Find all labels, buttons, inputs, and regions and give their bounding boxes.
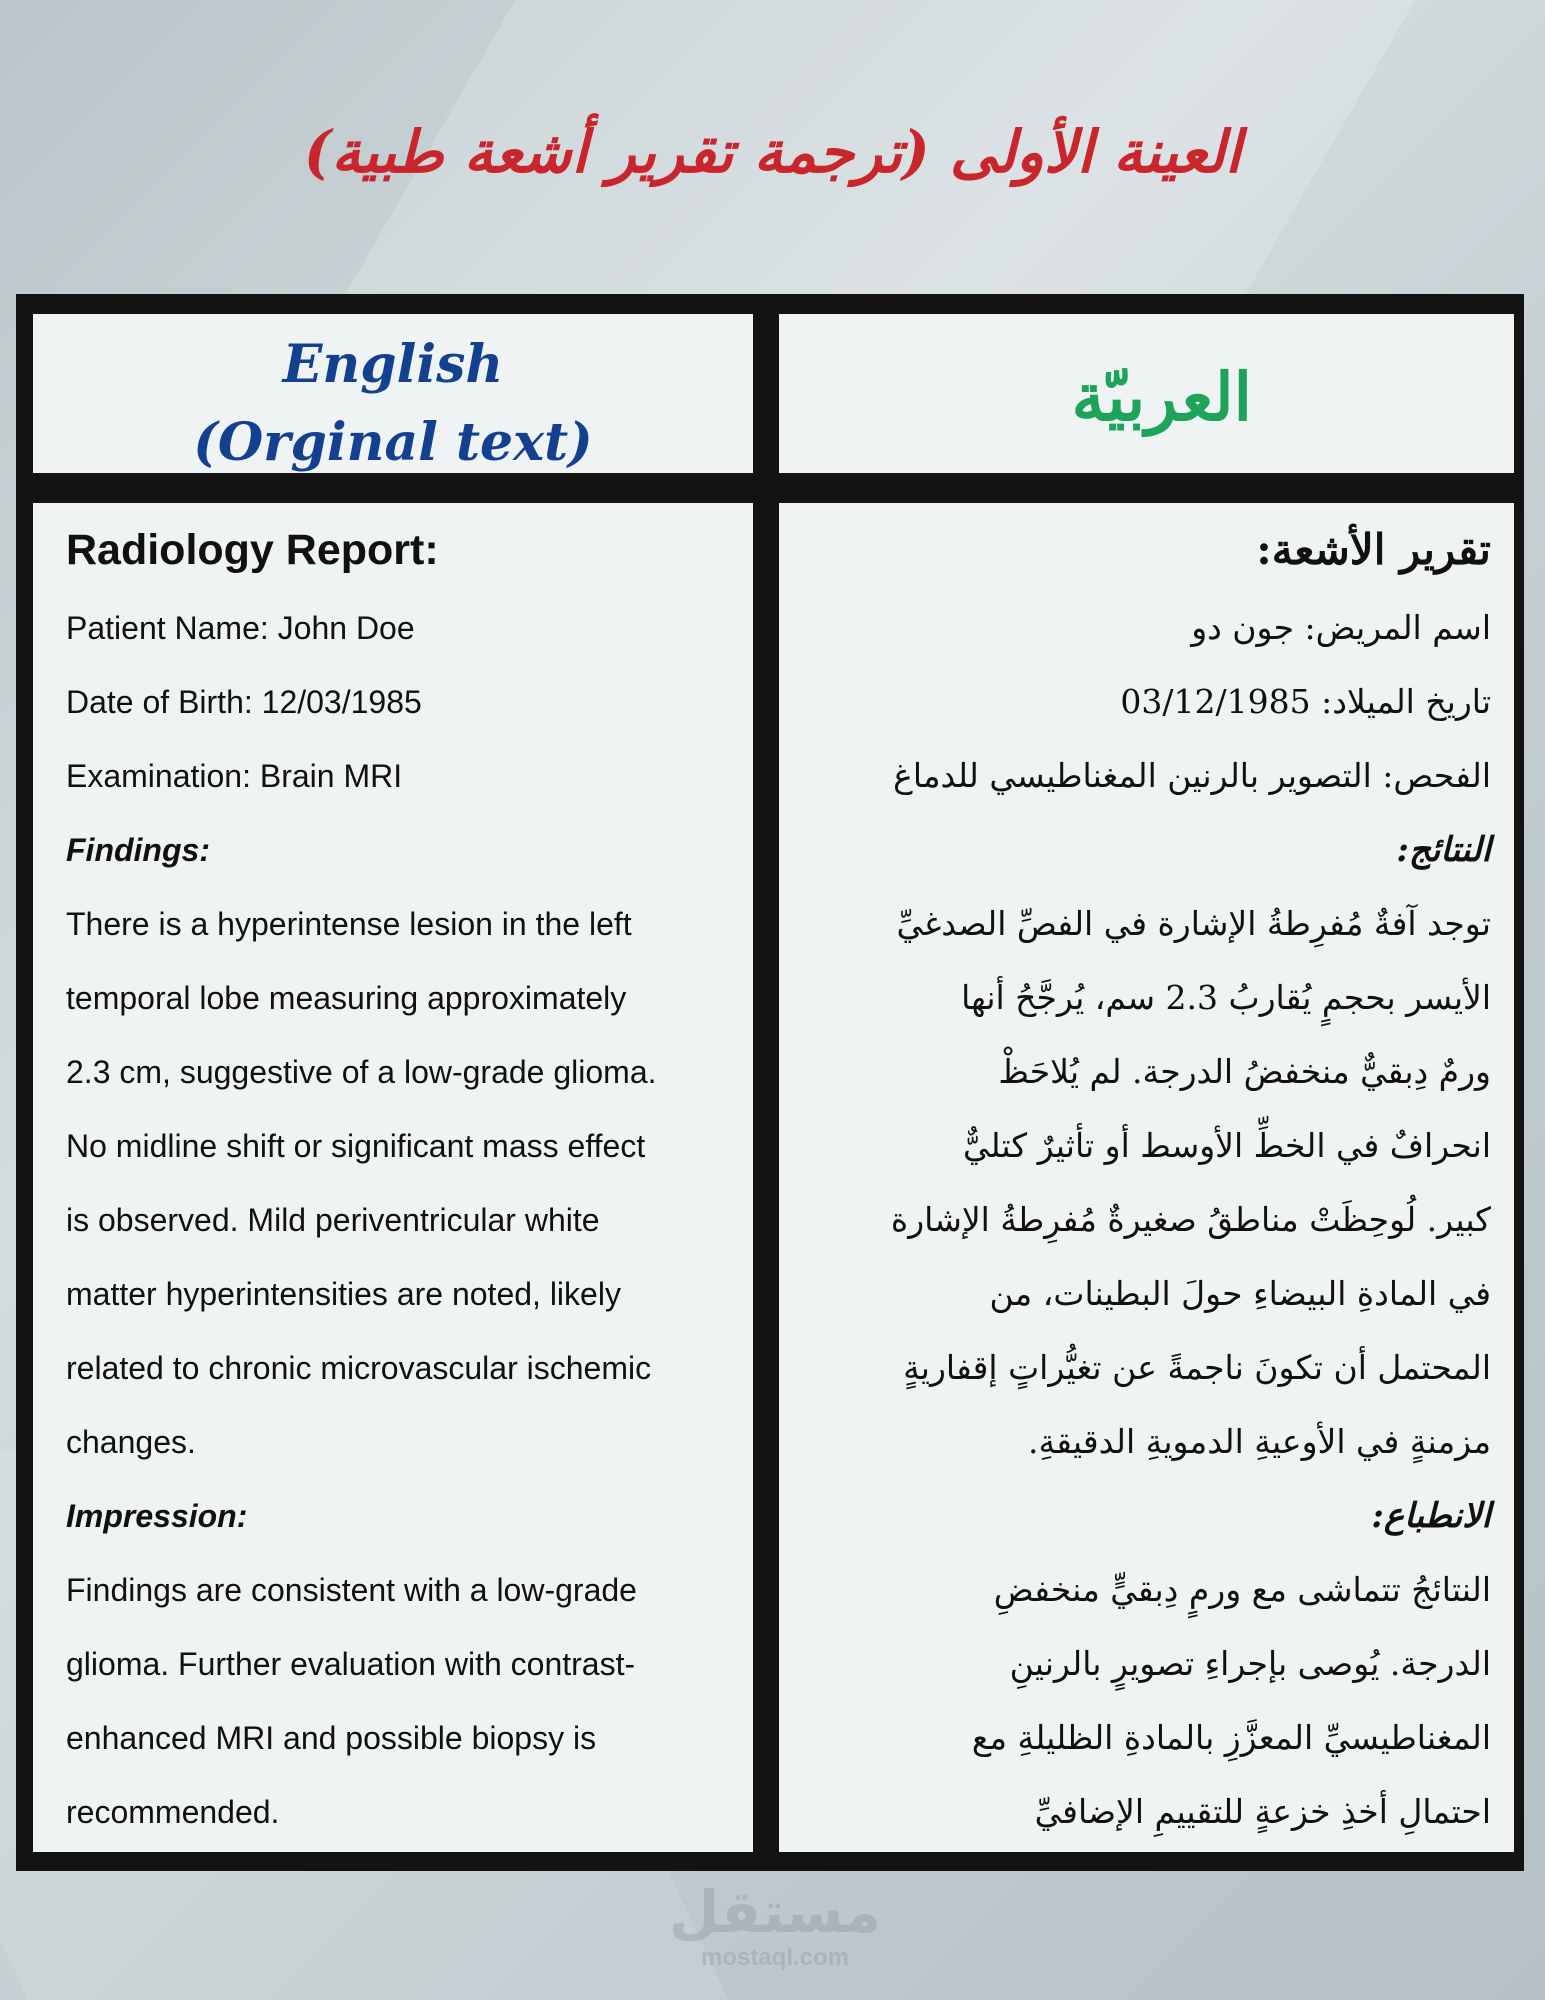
- arabic-impression-line: النتائجُ تتماشى مع ورمٍ دِبقيٍّ منخفضِ: [993, 1570, 1491, 1609]
- watermark-domain: mostaql.com: [700, 1944, 850, 1971]
- arabic-date-of-birth: تاريخ الميلاد: 03/12/1985: [1120, 682, 1491, 721]
- findings-line: 2.3 cm, suggestive of a low-grade glioma.: [66, 1054, 657, 1090]
- arabic-findings-line: المحتمل أن تكونَ ناجمةً عن تغيُّراتٍ إقفاريةٍ: [903, 1348, 1491, 1387]
- findings-line: changes.: [66, 1424, 196, 1460]
- impression-line: enhanced MRI and possible biopsy is: [66, 1720, 597, 1756]
- arabic-findings-line: في المادةِ البيضاءِ حولَ البطينات، من: [989, 1274, 1491, 1313]
- impression-line: recommended.: [66, 1794, 280, 1830]
- page-title: العينة الأولى (ترجمة تقرير أشعة طبية): [303, 118, 1242, 186]
- watermark-logo-text: مستقل: [668, 1878, 882, 1946]
- arabic-findings-line: توجد آفةٌ مُفرِطةُ الإشارة في الفصِّ الصدغيِّ: [896, 904, 1491, 943]
- mostaql-watermark: [660, 1880, 890, 1972]
- examination: Examination: Brain MRI: [66, 758, 403, 794]
- arabic-findings-line: مزمنةٍ في الأوعيةِ الدمويةِ الدقيقةِ.: [1027, 1422, 1491, 1461]
- arabic-findings-line: انحرافٌ في الخطِّ الأوسط أو تأثيرٌ كتليٌّ: [963, 1126, 1491, 1165]
- arabic-impression-line: الدرجة. يُوصى بإجراءِ تصويرٍ بالرنينِ: [1009, 1644, 1491, 1683]
- impression-line: Findings are consistent with a low-grade: [66, 1572, 637, 1608]
- patient-name: Patient Name: John Doe: [66, 610, 415, 646]
- translation-table: [16, 294, 1524, 1871]
- english-header-title: English: [282, 334, 504, 395]
- arabic-impression-heading: الانطباع:: [1371, 1496, 1491, 1536]
- findings-line: is observed. Mild periventricular white: [66, 1202, 600, 1238]
- findings-line: temporal lobe measuring approximately: [66, 980, 627, 1016]
- findings-line: related to chronic microvascular ischemic: [66, 1350, 652, 1386]
- impression-line: glioma. Further evaluation with contrast-: [66, 1646, 636, 1682]
- english-header-cell: [33, 314, 753, 473]
- findings-line: There is a hyperintense lesion in the left: [66, 906, 632, 942]
- english-header-subtitle: (Orginal text): [193, 412, 593, 473]
- date-of-birth: Date of Birth: 12/03/1985: [66, 684, 422, 720]
- impression-heading: Impression:: [66, 1498, 248, 1534]
- english-text-cell: [33, 503, 753, 1852]
- findings-line: No midline shift or significant mass effect: [66, 1128, 646, 1164]
- arabic-impression-line: احتمالِ أخذِ خزعةٍ للتقييمِ الإضافيِّ: [1034, 1792, 1491, 1831]
- arabic-text-cell: [779, 503, 1514, 1852]
- arabic-findings-line: الأيسر بحجمٍ يُقاربُ 2.3 سم، يُرجَّحُ أنها: [961, 978, 1491, 1017]
- findings-heading: Findings:: [66, 832, 210, 868]
- arabic-examination: الفحص: التصوير بالرنين المغناطيسي للدماغ: [893, 756, 1491, 795]
- arabic-findings-line: كبير. لُوحِظَتْ مناطقُ صغيرةٌ مُفرِطةُ الإشارة: [890, 1200, 1491, 1239]
- report-title: Radiology Report:: [66, 526, 439, 574]
- findings-line: matter hyperintensities are noted, likely: [66, 1276, 621, 1312]
- arabic-header-title: العربيّة: [1071, 358, 1252, 436]
- arabic-findings-line: ورمٌ دِبقيٌّ منخفضُ الدرجة. لم يُلاحَظْ: [998, 1052, 1491, 1091]
- arabic-findings-heading: النتائج:: [1396, 830, 1491, 870]
- arabic-report-title: تقرير الأشعة:: [1256, 525, 1491, 574]
- arabic-patient-name: اسم المريض: جون دو: [1191, 608, 1491, 647]
- arabic-header-cell: [779, 314, 1514, 473]
- arabic-impression-line: المغناطيسيِّ المعزَّزِ بالمادةِ الظليلةِ مع: [971, 1718, 1491, 1757]
